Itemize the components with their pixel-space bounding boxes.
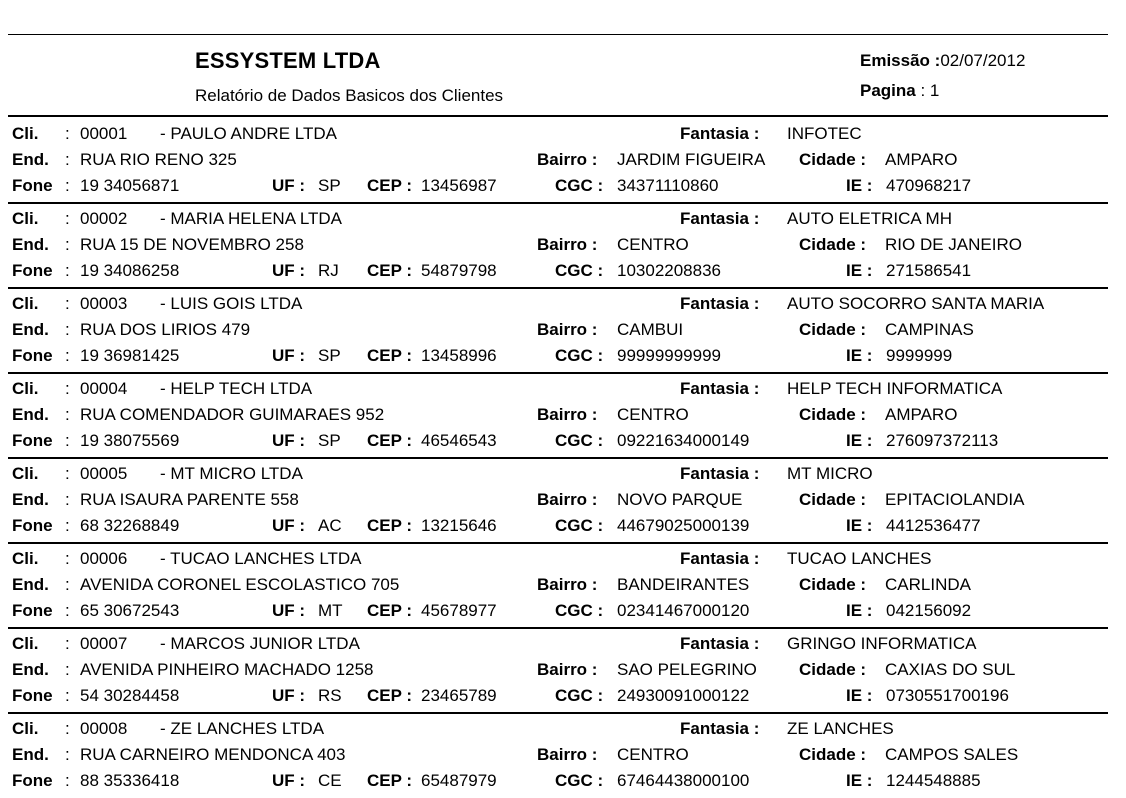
end-colon: : <box>65 150 70 169</box>
end-label: End. <box>12 490 49 509</box>
cgc-label: CGC : <box>555 601 604 620</box>
contact-line <box>0 771 1126 795</box>
ie-value: 4412536477 <box>886 516 981 535</box>
end-colon: : <box>65 320 70 339</box>
fone-label: Fone <box>12 431 53 450</box>
bairro-label: Bairro : <box>537 405 598 424</box>
client-line <box>0 209 1126 233</box>
end-label: End. <box>12 235 49 254</box>
cgc-label: CGC : <box>555 176 604 195</box>
client-name: - TUCAO LANCHES LTDA <box>160 549 362 568</box>
end-label: End. <box>12 745 49 764</box>
fantasia-label: Fantasia : <box>680 464 760 483</box>
uf-label: UF : <box>272 346 306 365</box>
end-colon: : <box>65 660 70 679</box>
cidade-value: CAXIAS DO SUL <box>885 660 1016 679</box>
contact-line <box>0 686 1126 710</box>
cidade-label: Cidade : <box>799 490 867 509</box>
ie-value: 042156092 <box>886 601 972 620</box>
fone-value: 54 30284458 <box>80 686 180 705</box>
top-rule <box>8 34 1108 35</box>
address-line <box>0 320 1126 344</box>
client-line <box>0 549 1126 573</box>
bairro-value: NOVO PARQUE <box>617 490 743 509</box>
client-code: 00004 <box>80 379 128 398</box>
cidade-value: EPITACIOLANDIA <box>885 490 1025 509</box>
fone-colon: : <box>65 261 70 280</box>
address-value: RUA RIO RENO 325 <box>80 150 237 169</box>
cli-label: Cli. <box>12 124 39 143</box>
client-code: 00007 <box>80 634 128 653</box>
fantasia-label: Fantasia : <box>680 379 760 398</box>
address-value: RUA ISAURA PARENTE 558 <box>80 490 299 509</box>
client-name: - MARIA HELENA LTDA <box>160 209 343 228</box>
cli-colon: : <box>65 549 70 568</box>
fone-colon: : <box>65 601 70 620</box>
bairro-value: CENTRO <box>617 405 689 424</box>
client-code: 00003 <box>80 294 128 313</box>
ie-label: IE : <box>846 261 873 280</box>
cgc-value: 44679025000139 <box>617 516 750 535</box>
cgc-value: 99999999999 <box>617 346 722 365</box>
end-label: End. <box>12 320 49 339</box>
ie-label: IE : <box>846 346 873 365</box>
cli-colon: : <box>65 379 70 398</box>
client-record <box>0 118 1126 203</box>
bairro-value: CENTRO <box>617 745 689 764</box>
contact-line <box>0 261 1126 285</box>
fantasia-value: GRINGO INFORMATICA <box>787 634 977 653</box>
fantasia-value: TUCAO LANCHES <box>787 549 932 568</box>
fone-value: 19 34086258 <box>80 261 180 280</box>
end-colon: : <box>65 490 70 509</box>
fantasia-label: Fantasia : <box>680 209 760 228</box>
ie-label: IE : <box>846 771 873 790</box>
ie-label: IE : <box>846 686 873 705</box>
fone-colon: : <box>65 431 70 450</box>
cgc-label: CGC : <box>555 431 604 450</box>
cli-colon: : <box>65 124 70 143</box>
cidade-value: CAMPOS SALES <box>885 745 1019 764</box>
fone-label: Fone <box>12 601 53 620</box>
bairro-label: Bairro : <box>537 490 598 509</box>
cep-value: 13215646 <box>421 516 497 535</box>
fantasia-label: Fantasia : <box>680 634 760 653</box>
address-value: RUA 15 DE NOVEMBRO 258 <box>80 235 304 254</box>
fantasia-value: ZE LANCHES <box>787 719 894 738</box>
cli-label: Cli. <box>12 379 39 398</box>
end-colon: : <box>65 575 70 594</box>
client-name: - MT MICRO LTDA <box>160 464 303 483</box>
bairro-value: BANDEIRANTES <box>617 575 750 594</box>
fone-value: 19 34056871 <box>80 176 180 195</box>
ie-value: 276097372113 <box>886 431 999 450</box>
uf-value: RS <box>318 686 342 705</box>
page-label: Pagina <box>860 81 916 100</box>
cidade-label: Cidade : <box>799 660 867 679</box>
fone-value: 65 30672543 <box>80 601 180 620</box>
fone-colon: : <box>65 771 70 790</box>
fone-label: Fone <box>12 261 53 280</box>
ie-label: IE : <box>846 601 873 620</box>
end-label: End. <box>12 575 49 594</box>
address-value: RUA DOS LIRIOS 479 <box>80 320 251 339</box>
contact-line <box>0 516 1126 540</box>
client-record <box>0 713 1126 798</box>
bairro-value: JARDIM FIGUEIRA <box>617 150 766 169</box>
client-line <box>0 464 1126 488</box>
cgc-label: CGC : <box>555 261 604 280</box>
client-record <box>0 628 1126 713</box>
fone-value: 88 35336418 <box>80 771 180 790</box>
fone-label: Fone <box>12 176 53 195</box>
fantasia-label: Fantasia : <box>680 549 760 568</box>
client-line <box>0 719 1126 743</box>
cep-label: CEP : <box>367 431 413 450</box>
end-label: End. <box>12 150 49 169</box>
cidade-label: Cidade : <box>799 405 867 424</box>
fone-label: Fone <box>12 771 53 790</box>
client-record <box>0 543 1126 628</box>
client-record <box>0 203 1126 288</box>
cgc-value: 02341467000120 <box>617 601 750 620</box>
cli-label: Cli. <box>12 464 39 483</box>
bairro-value: SAO PELEGRINO <box>617 660 757 679</box>
uf-value: RJ <box>318 261 339 280</box>
client-code: 00002 <box>80 209 128 228</box>
uf-value: SP <box>318 176 341 195</box>
cidade-label: Cidade : <box>799 745 867 764</box>
uf-label: UF : <box>272 771 306 790</box>
ie-value: 0730551700196 <box>886 686 1009 705</box>
uf-label: UF : <box>272 261 306 280</box>
uf-label: UF : <box>272 176 306 195</box>
address-line <box>0 745 1126 769</box>
company-name: ESSYSTEM LTDA <box>195 48 381 73</box>
emission-value: 02/07/2012 <box>940 51 1026 70</box>
client-record <box>0 288 1126 373</box>
cgc-label: CGC : <box>555 686 604 705</box>
client-line <box>0 634 1126 658</box>
cep-label: CEP : <box>367 771 413 790</box>
uf-value: MT <box>318 601 343 620</box>
fone-value: 19 36981425 <box>80 346 180 365</box>
ie-label: IE : <box>846 176 873 195</box>
cli-label: Cli. <box>12 549 39 568</box>
cli-colon: : <box>65 209 70 228</box>
ie-label: IE : <box>846 431 873 450</box>
cep-value: 54879798 <box>421 261 497 280</box>
fantasia-value: AUTO SOCORRO SANTA MARIA <box>787 294 1045 313</box>
address-value: AVENIDA CORONEL ESCOLASTICO 705 <box>80 575 400 594</box>
cep-value: 13456987 <box>421 176 497 195</box>
client-line <box>0 294 1126 318</box>
client-line <box>0 379 1126 403</box>
cgc-label: CGC : <box>555 771 604 790</box>
address-value: AVENIDA PINHEIRO MACHADO 1258 <box>80 660 374 679</box>
cep-label: CEP : <box>367 601 413 620</box>
end-label: End. <box>12 405 49 424</box>
contact-line <box>0 176 1126 200</box>
fone-value: 68 32268849 <box>80 516 180 535</box>
fantasia-value: HELP TECH INFORMATICA <box>787 379 1003 398</box>
client-code: 00006 <box>80 549 128 568</box>
cep-label: CEP : <box>367 346 413 365</box>
cli-colon: : <box>65 719 70 738</box>
cli-colon: : <box>65 464 70 483</box>
fone-colon: : <box>65 686 70 705</box>
ie-value: 9999999 <box>886 346 953 365</box>
cep-label: CEP : <box>367 261 413 280</box>
fone-label: Fone <box>12 686 53 705</box>
ie-label: IE : <box>846 516 873 535</box>
cli-label: Cli. <box>12 209 39 228</box>
client-name: - PAULO ANDRE LTDA <box>160 124 337 143</box>
client-name: - HELP TECH LTDA <box>160 379 313 398</box>
contact-line <box>0 431 1126 455</box>
report-subtitle: Relatório de Dados Basicos dos Clientes <box>195 86 504 105</box>
emission-date <box>860 51 1025 71</box>
address-line <box>0 490 1126 514</box>
cli-colon: : <box>65 294 70 313</box>
client-name: - LUIS GOIS LTDA <box>160 294 303 313</box>
address-line <box>0 660 1126 684</box>
fantasia-value: AUTO ELETRICA MH <box>787 209 952 228</box>
fone-label: Fone <box>12 346 53 365</box>
cidade-label: Cidade : <box>799 235 867 254</box>
cgc-label: CGC : <box>555 516 604 535</box>
client-code: 00001 <box>80 124 128 143</box>
cli-label: Cli. <box>12 719 39 738</box>
client-name: - MARCOS JUNIOR LTDA <box>160 634 360 653</box>
fantasia-label: Fantasia : <box>680 719 760 738</box>
ie-value: 470968217 <box>886 176 972 195</box>
fone-value: 19 38075569 <box>80 431 180 450</box>
cep-value: 45678977 <box>421 601 497 620</box>
end-colon: : <box>65 405 70 424</box>
cli-label: Cli. <box>12 294 39 313</box>
ie-value: 271586541 <box>886 261 972 280</box>
cidade-value: RIO DE JANEIRO <box>885 235 1022 254</box>
cgc-value: 10302208836 <box>617 261 722 280</box>
header-rule <box>8 115 1108 117</box>
cidade-label: Cidade : <box>799 575 867 594</box>
uf-label: UF : <box>272 601 306 620</box>
bairro-label: Bairro : <box>537 745 598 764</box>
bairro-label: Bairro : <box>537 660 598 679</box>
cli-label: Cli. <box>12 634 39 653</box>
cgc-label: CGC : <box>555 346 604 365</box>
cgc-value: 34371110860 <box>617 176 719 195</box>
fone-colon: : <box>65 346 70 365</box>
cidade-value: AMPARO <box>885 405 958 424</box>
client-record <box>0 373 1126 458</box>
bairro-label: Bairro : <box>537 150 598 169</box>
bairro-label: Bairro : <box>537 320 598 339</box>
cidade-value: AMPARO <box>885 150 958 169</box>
uf-value: AC <box>318 516 342 535</box>
uf-label: UF : <box>272 686 306 705</box>
end-colon: : <box>65 745 70 764</box>
uf-value: SP <box>318 346 341 365</box>
cidade-label: Cidade : <box>799 320 867 339</box>
client-code: 00005 <box>80 464 128 483</box>
fantasia-value: MT MICRO <box>787 464 873 483</box>
cgc-value: 67464438000100 <box>617 771 750 790</box>
cep-label: CEP : <box>367 176 413 195</box>
cep-value: 65487979 <box>421 771 497 790</box>
page-value: : 1 <box>915 81 940 100</box>
end-label: End. <box>12 660 49 679</box>
client-code: 00008 <box>80 719 128 738</box>
uf-label: UF : <box>272 516 306 535</box>
cli-colon: : <box>65 634 70 653</box>
uf-value: CE <box>318 771 342 790</box>
bairro-value: CAMBUI <box>617 320 684 339</box>
ie-value: 1244548885 <box>886 771 981 790</box>
address-line <box>0 575 1126 599</box>
page-number <box>860 81 939 101</box>
cidade-value: CARLINDA <box>885 575 971 594</box>
fantasia-value: INFOTEC <box>787 124 862 143</box>
cep-label: CEP : <box>367 516 413 535</box>
address-line <box>0 150 1126 174</box>
cidade-label: Cidade : <box>799 150 867 169</box>
fantasia-label: Fantasia : <box>680 124 760 143</box>
bairro-value: CENTRO <box>617 235 689 254</box>
bairro-label: Bairro : <box>537 235 598 254</box>
cep-label: CEP : <box>367 686 413 705</box>
address-value: RUA COMENDADOR GUIMARAES 952 <box>80 405 385 424</box>
end-colon: : <box>65 235 70 254</box>
uf-label: UF : <box>272 431 306 450</box>
cidade-value: CAMPINAS <box>885 320 974 339</box>
cep-value: 46546543 <box>421 431 497 450</box>
address-line <box>0 235 1126 259</box>
contact-line <box>0 346 1126 370</box>
client-record <box>0 458 1126 543</box>
address-line <box>0 405 1126 429</box>
client-name: - ZE LANCHES LTDA <box>160 719 325 738</box>
cep-value: 13458996 <box>421 346 497 365</box>
fone-colon: : <box>65 176 70 195</box>
fantasia-label: Fantasia : <box>680 294 760 313</box>
fone-colon: : <box>65 516 70 535</box>
fone-label: Fone <box>12 516 53 535</box>
cep-value: 23465789 <box>421 686 497 705</box>
cgc-value: 24930091000122 <box>617 686 750 705</box>
client-line <box>0 124 1126 148</box>
emission-label: Emissão : <box>860 51 941 70</box>
uf-value: SP <box>318 431 341 450</box>
cgc-value: 09221634000149 <box>617 431 750 450</box>
contact-line <box>0 601 1126 625</box>
address-value: RUA CARNEIRO MENDONCA 403 <box>80 745 346 764</box>
bairro-label: Bairro : <box>537 575 598 594</box>
